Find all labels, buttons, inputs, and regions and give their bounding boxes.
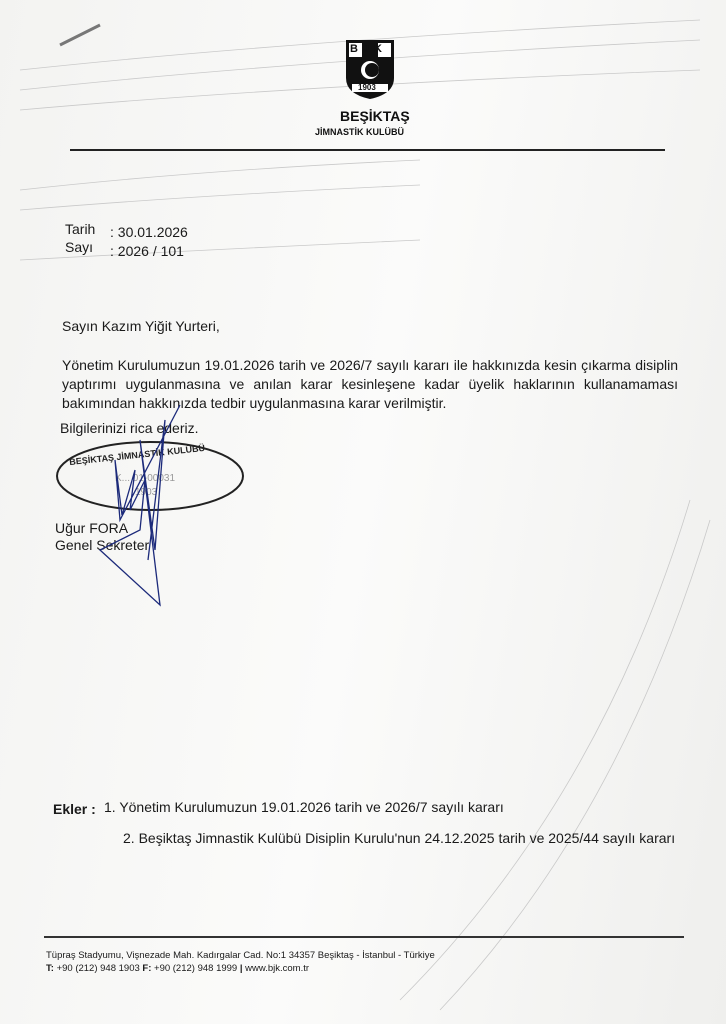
stamp-line3: 1903	[135, 487, 158, 498]
footer-contact	[46, 963, 309, 974]
header-divider	[70, 149, 665, 151]
date-label: Tarih	[65, 221, 96, 237]
signatory-title: Genel Sekreter	[55, 537, 150, 553]
phone: +90 (212) 948 1903	[56, 963, 140, 974]
attachment-item: 1. Yönetim Kurulumuzun 19.01.2026 tarih ve 2026/7 sayılı kararı	[104, 799, 504, 815]
separator: |	[239, 963, 243, 974]
website-link[interactable]: www.bjk.com.tr	[245, 963, 310, 974]
signature	[60, 400, 260, 610]
attachments-label: Ekler :	[53, 801, 96, 817]
closing: Bilgilerinizi rica ederiz.	[60, 420, 199, 436]
footer-divider	[44, 936, 684, 938]
date-value: : 30.01.2026	[110, 224, 188, 240]
club-subtitle: JİMNASTİK KULÜBÜ	[315, 127, 404, 137]
club-name: BEŞİKTAŞ	[340, 108, 410, 124]
salutation: Sayın Kazım Yiğit Yurteri,	[62, 318, 220, 334]
footer-address: Tüpraş Stadyumu, Vişnezade Mah. Kadırgalar Cad. No:1 34357 Beşiktaş - İstanbul - Türkiye	[46, 950, 435, 961]
attachment-item: 2. Beşiktaş Jimnastik Kulübü Disiplin Kurulu'nun 24.12.2025 tarih ve 2025/44 sayılı kararı	[123, 830, 676, 846]
fax: +90 (212) 948 1999	[154, 963, 238, 974]
phone-label: T:	[46, 963, 54, 974]
club-logo	[344, 38, 396, 100]
stamp-text: BEŞİKTAŞ JİMNASTİK KULÜBÜ	[68, 442, 206, 468]
logo-year: 1903	[358, 83, 376, 92]
number-label: Sayı	[65, 239, 94, 255]
number-value: : 2026 / 101	[110, 243, 184, 259]
fax-label: F:	[142, 963, 152, 974]
letter-body: Yönetim Kurulumuzun 19.01.2026 tarih ve 2026/7 sayılı kararı ile hakkınızda kesin çıkarma disiplin yaptırımı uygulanmasına ve anılan karar kesinleşene kadar üyelik haklarının kullanamaması bakımından hakkınızda tedbir uygulanmasına karar verilmiştir.	[62, 357, 678, 411]
signatory-name: Uğur FORA	[55, 520, 129, 536]
logo-letters: BJK	[350, 43, 388, 55]
stamp-line2: K... 01-00031	[115, 473, 176, 484]
